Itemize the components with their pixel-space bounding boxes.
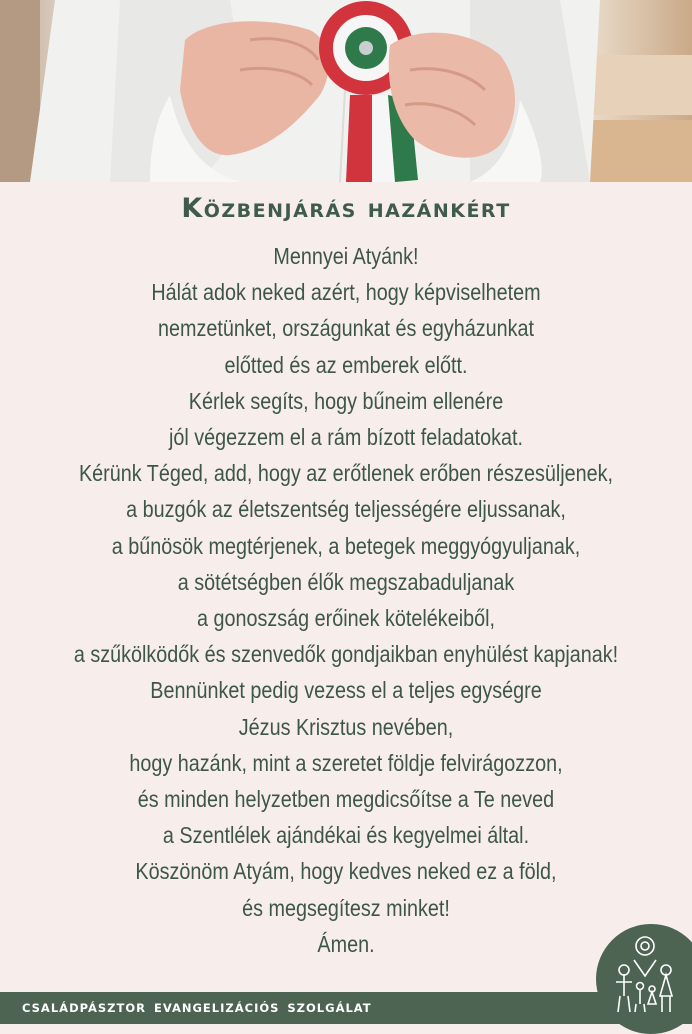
footer-text: CSALÁDPÁSZTOR EVANGELIZÁCIÓS SZOLGÁLAT — [22, 1001, 372, 1015]
prayer-line: előtted és az emberek előtt. — [224, 351, 468, 378]
prayer-line: nemzetünket, országunkat és egyházunkat — [157, 315, 535, 342]
prayer-line: Bennünket pedig vezess el a teljes egységre — [150, 677, 542, 704]
prayer-line: Kérünk Téged, add, hogy az erőtlenek erőben részesüljenek, — [78, 460, 614, 487]
page-title: Közbenjárás hazánkért — [181, 193, 511, 224]
prayer-line: Köszönöm Atyám, hogy kedves neked ez a föld, — [135, 858, 557, 885]
prayer-line: hogy hazánk, mint a szeretet földje felvirágozzon, — [129, 749, 563, 776]
prayer-line: a sötétségben élők megszabaduljanak — [177, 568, 515, 595]
prayer-line: a szűkölködők és szenvedők gondjaikban enyhülést kapjanak! — [73, 641, 619, 668]
prayer-line: jól végezzem el a rám bízott feladatokat. — [168, 424, 524, 451]
prayer-line: és minden helyzetben megdicsőítse a Te neved — [137, 786, 555, 813]
prayer-line: és megsegítesz minket! — [242, 894, 450, 921]
prayer-line: a bűnösök megtérjenek, a betegek meggyógyuljanak, — [111, 532, 581, 559]
prayer-text — [48, 238, 643, 962]
prayer-line: Jézus Krisztus nevében, — [238, 713, 454, 740]
child-pinning-cockade-photo — [0, 0, 692, 182]
prayer-line: a buzgók az életszentség teljességére eljussanak, — [126, 496, 566, 523]
prayer-line: a gonoszság erőinek kötelékeiből, — [196, 605, 495, 632]
footer-bar — [0, 992, 692, 1024]
header-photo — [0, 0, 692, 182]
prayer-line: Kérlek segíts, hogy bűneim ellenére — [188, 387, 504, 414]
prayer-line: Hálát adok neked azért, hogy képviselhetem — [151, 279, 541, 306]
prayer-line: a Szentlélek ajándékai és kegyelmei által. — [162, 822, 530, 849]
prayer-line: Ámen. — [317, 930, 375, 957]
prayer-line: Mennyei Atyánk! — [273, 243, 419, 269]
